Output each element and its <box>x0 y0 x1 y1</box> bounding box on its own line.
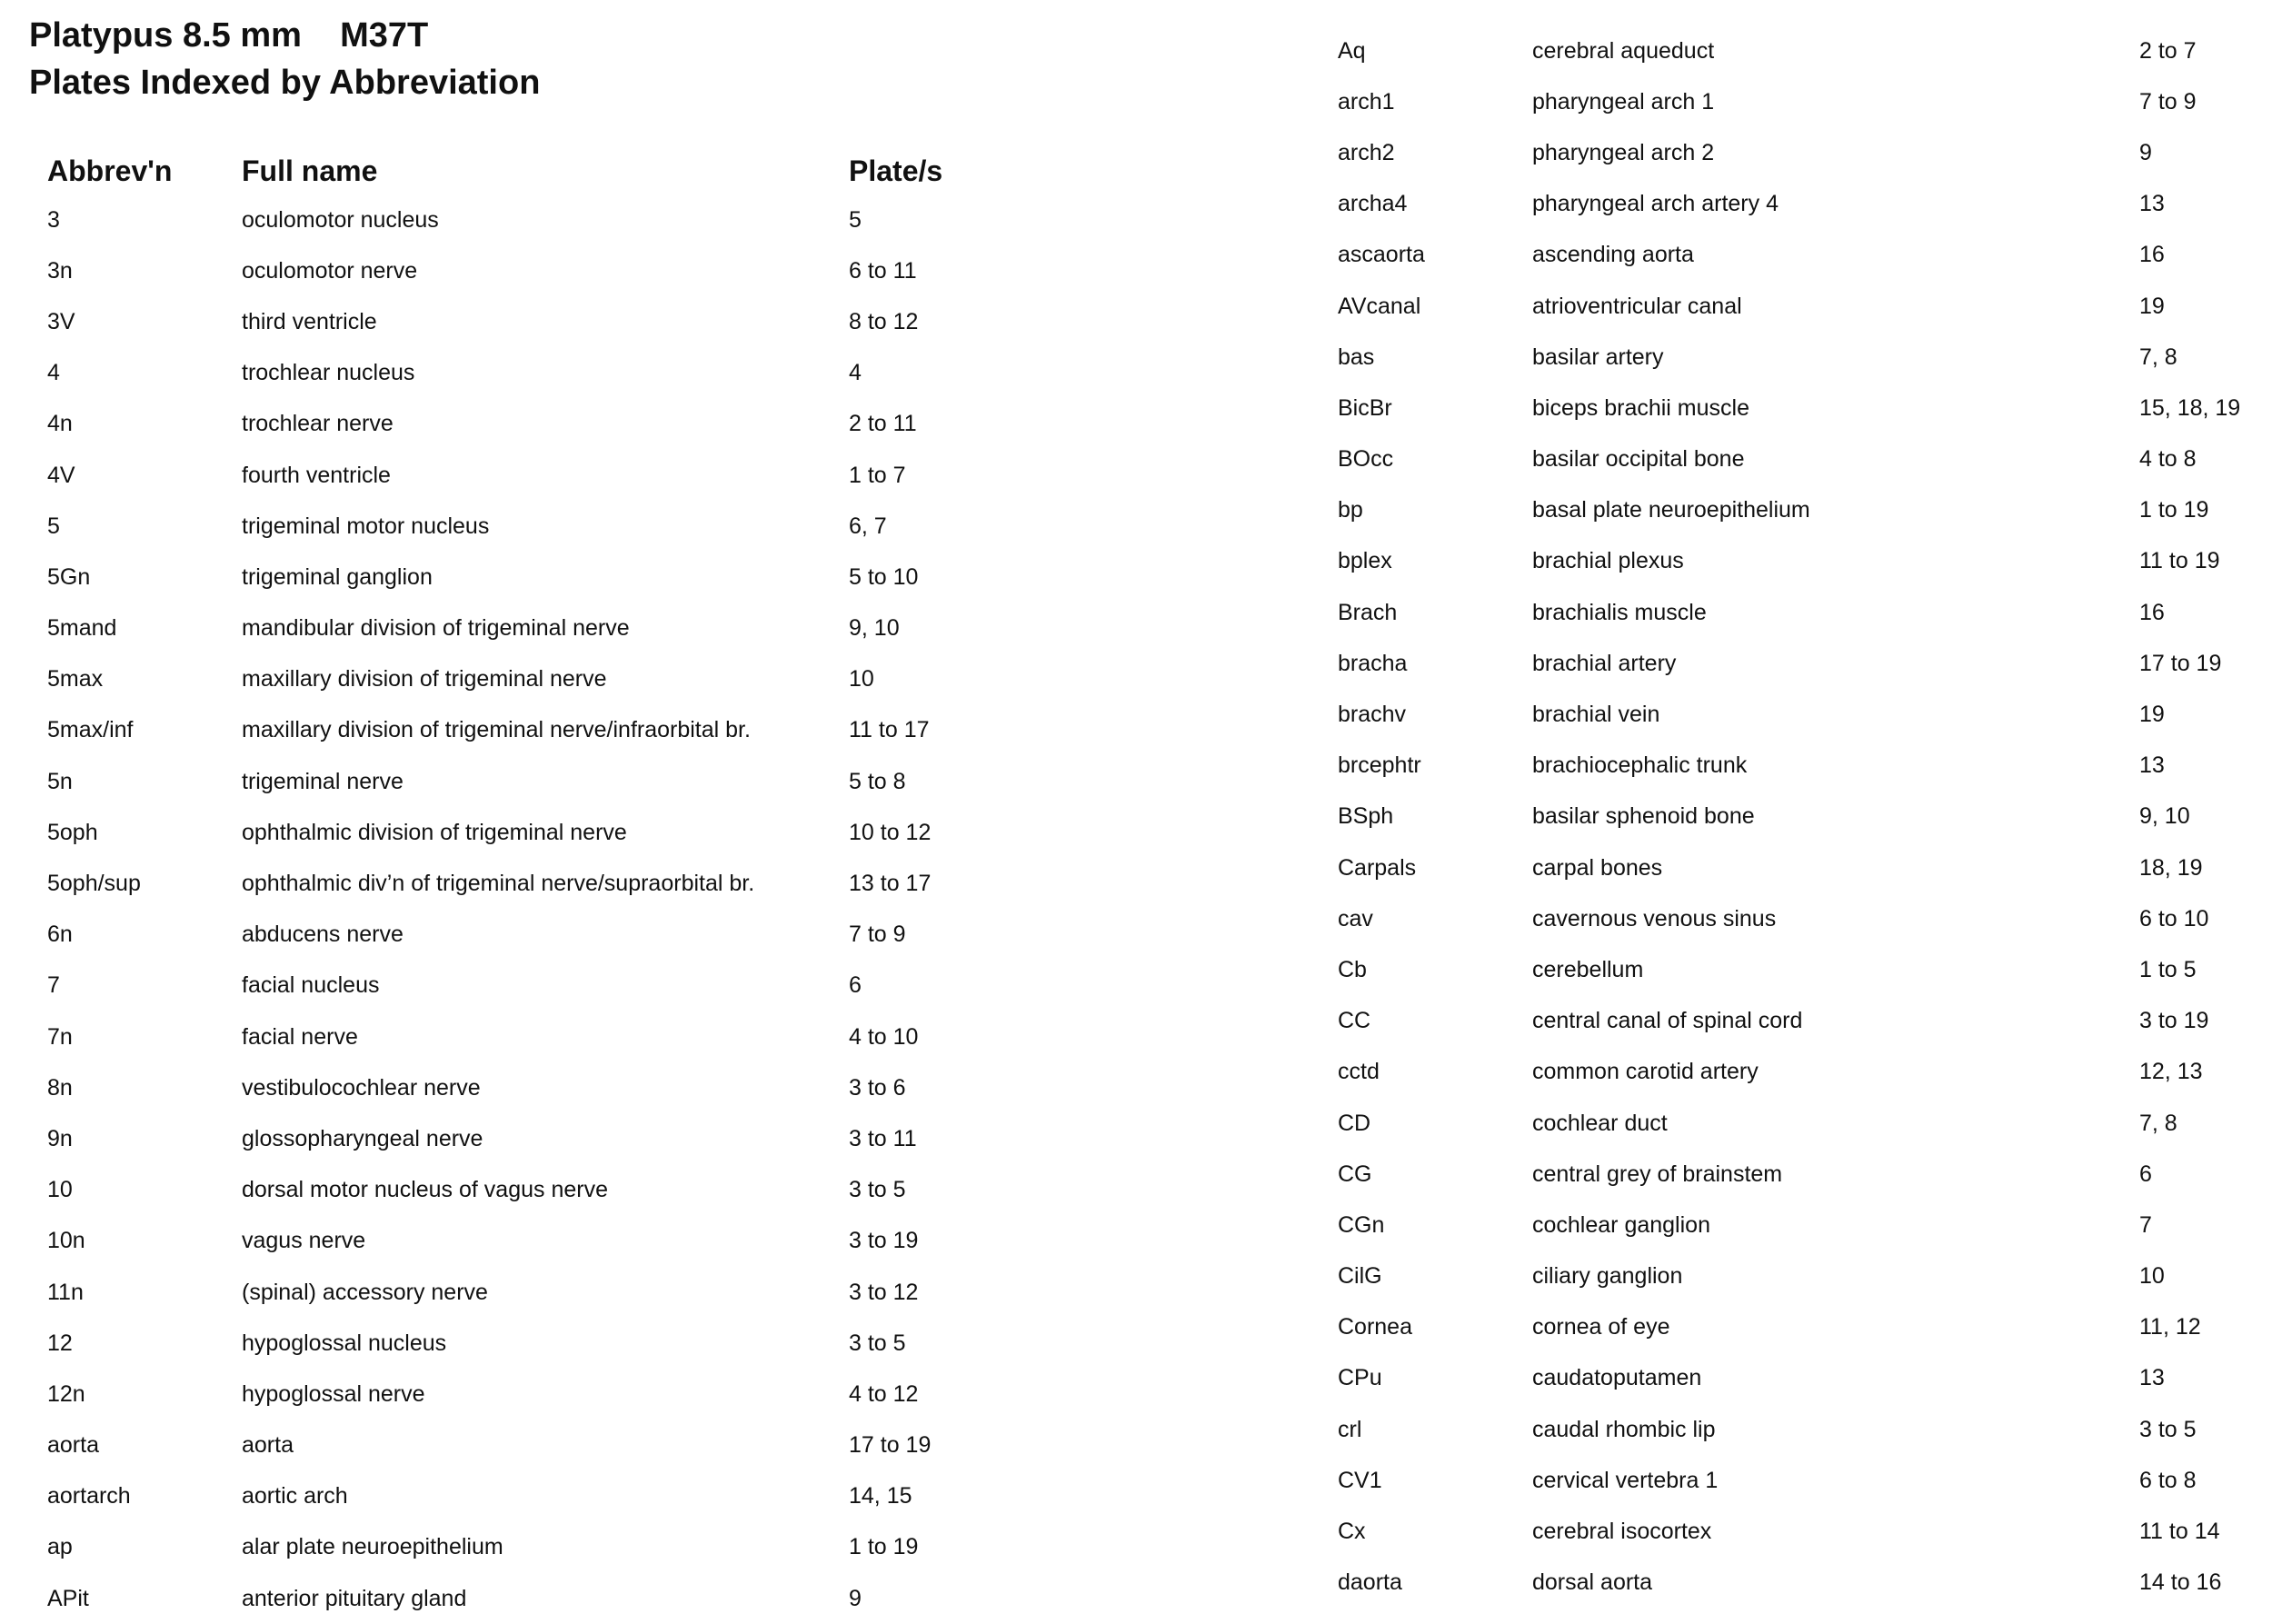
abbreviation-cell: 7 <box>47 972 60 999</box>
full-name-cell: caudal rhombic lip <box>1532 1416 1716 1442</box>
abbreviation-cell: CD <box>1338 1110 1371 1136</box>
table-row <box>1338 179 2256 230</box>
plates-cell: 11, 12 <box>2139 1314 2201 1340</box>
full-name-cell: oculomotor nerve <box>242 257 418 284</box>
full-name-cell: trigeminal nerve <box>242 768 404 794</box>
table-header <box>47 147 1320 194</box>
table-row <box>1338 1404 2256 1455</box>
plates-cell: 3 to 11 <box>849 1125 917 1151</box>
table-row <box>1338 1149 2256 1200</box>
abbreviation-cell: Carpals <box>1338 854 1417 881</box>
full-name-cell: cerebellum <box>1532 956 1644 982</box>
plates-cell: 19 <box>2139 293 2165 319</box>
header-full-name: Full name <box>242 154 378 187</box>
header-plates: Plate/s <box>849 154 943 187</box>
abbreviation-cell: archa4 <box>1338 191 1408 217</box>
full-name-cell: cochlear ganglion <box>1532 1211 1710 1238</box>
full-name-cell: oculomotor nucleus <box>242 206 439 233</box>
abbreviation-cell: CPu <box>1338 1365 1382 1391</box>
table-row <box>1338 587 2256 638</box>
abbreviation-cell: bracha <box>1338 650 1408 676</box>
full-name-cell: basilar sphenoid bone <box>1532 803 1755 830</box>
full-name-cell: pharyngeal arch artery 4 <box>1532 191 1779 217</box>
table-row <box>47 194 1320 245</box>
full-name-cell: mandibular division of trigeminal nerve <box>242 615 630 642</box>
plates-cell: 12, 13 <box>2139 1059 2203 1085</box>
full-name-cell: basilar artery <box>1532 344 1664 370</box>
plates-cell: 3 to 5 <box>849 1330 906 1356</box>
full-name-cell: brachial artery <box>1532 650 1677 676</box>
abbreviation-cell: 12 <box>47 1330 73 1356</box>
abbreviation-cell: arch1 <box>1338 88 1395 115</box>
table-row <box>47 348 1320 399</box>
full-name-cell: trigeminal ganglion <box>242 563 433 590</box>
table-row <box>1338 689 2256 740</box>
table-row <box>47 501 1320 552</box>
plates-cell: 11 to 14 <box>2139 1519 2220 1545</box>
plates-cell: 6, 7 <box>849 513 887 539</box>
table-row <box>47 1113 1320 1164</box>
full-name-cell: ophthalmic division of trigeminal nerve <box>242 819 627 845</box>
table-row <box>47 1573 1320 1624</box>
plates-cell: 9 <box>849 1585 862 1611</box>
plates-cell: 10 to 12 <box>849 819 932 845</box>
full-name-cell: basal plate neuroepithelium <box>1532 497 1810 523</box>
table-row <box>47 1522 1320 1573</box>
plates-cell: 10 <box>2139 1263 2165 1290</box>
full-name-cell: facial nucleus <box>242 972 380 999</box>
full-name-cell: third ventricle <box>242 308 377 334</box>
abbreviation-cell: 5n <box>47 768 73 794</box>
table-row <box>1338 1558 2256 1609</box>
full-name-cell: fourth ventricle <box>242 462 391 488</box>
plates-cell: 4 <box>849 360 862 386</box>
abbreviation-cell: 3V <box>47 308 75 334</box>
abbreviation-cell: BOcc <box>1338 446 1394 473</box>
table-row <box>1338 792 2256 842</box>
plates-cell: 6 <box>849 972 862 999</box>
plates-cell: 13 <box>2139 191 2165 217</box>
full-name-cell: cerebral isocortex <box>1532 1519 1712 1545</box>
table-row <box>47 1011 1320 1062</box>
abbreviation-cell: 8n <box>47 1074 73 1101</box>
table-row <box>1338 1353 2256 1404</box>
full-name-cell: central canal of spinal cord <box>1532 1008 1803 1034</box>
abbreviation-cell: arch2 <box>1338 139 1395 165</box>
plates-cell: 4 to 10 <box>849 1023 919 1050</box>
table-row <box>1338 332 2256 383</box>
full-name-cell: glossopharyngeal nerve <box>242 1125 483 1151</box>
table-row <box>1338 383 2256 433</box>
abbreviation-cell: ascaorta <box>1338 242 1425 268</box>
abbreviation-cell: 6n <box>47 922 73 948</box>
table-row <box>47 1471 1320 1522</box>
plates-cell: 6 to 11 <box>849 257 917 284</box>
full-name-cell: maxillary division of trigeminal nerve/infraorbital br. <box>242 717 751 743</box>
table-row <box>1338 1302 2256 1353</box>
full-name-cell: alar plate neuroepithelium <box>242 1534 503 1560</box>
table-row <box>1338 76 2256 127</box>
plates-cell: 10 <box>849 666 874 692</box>
table-row <box>1338 996 2256 1047</box>
full-name-cell: aorta <box>242 1432 294 1459</box>
plates-cell: 1 to 19 <box>849 1534 919 1560</box>
full-name-cell: (spinal) accessory nerve <box>242 1279 488 1305</box>
abbreviation-cell: Aq <box>1338 37 1366 64</box>
full-name-cell: pharyngeal arch 1 <box>1532 88 1715 115</box>
table-row <box>1338 1455 2256 1506</box>
table-row <box>1338 944 2256 995</box>
abbreviation-cell: 10n <box>47 1228 85 1254</box>
right-index-table <box>1338 25 2256 1609</box>
full-name-cell: vestibulocochlear nerve <box>242 1074 481 1101</box>
plates-cell: 13 to 17 <box>849 871 932 897</box>
table-row <box>1338 230 2256 281</box>
abbreviation-cell: daorta <box>1338 1569 1402 1596</box>
table-row <box>47 756 1320 807</box>
table-row <box>47 654 1320 705</box>
plates-cell: 13 <box>2139 1365 2165 1391</box>
plates-cell: 13 <box>2139 752 2165 779</box>
plates-cell: 19 <box>2139 702 2165 728</box>
full-name-cell: brachial vein <box>1532 702 1660 728</box>
abbreviation-cell: CC <box>1338 1008 1371 1034</box>
abbreviation-cell: 5mand <box>47 615 117 642</box>
abbreviation-cell: CV1 <box>1338 1467 1382 1493</box>
plates-cell: 17 to 19 <box>849 1432 932 1459</box>
full-name-cell: common carotid artery <box>1532 1059 1759 1085</box>
table-row <box>47 807 1320 858</box>
abbreviation-cell: CG <box>1338 1161 1372 1187</box>
abbreviation-cell: aortarch <box>47 1483 131 1509</box>
plates-cell: 16 <box>2139 599 2165 625</box>
abbreviation-cell: BSph <box>1338 803 1394 830</box>
document-title: Platypus 8.5 mm M37T <box>29 16 429 55</box>
full-name-cell: vagus nerve <box>242 1228 366 1254</box>
plates-cell: 7, 8 <box>2139 1110 2177 1136</box>
table-row <box>1338 485 2256 536</box>
table-row <box>1338 741 2256 792</box>
table-row <box>1338 1506 2256 1557</box>
abbreviation-cell: 5max/inf <box>47 717 134 743</box>
abbreviation-cell: 7n <box>47 1023 73 1050</box>
table-row <box>47 552 1320 603</box>
plates-cell: 1 to 7 <box>849 462 906 488</box>
table-row <box>47 705 1320 756</box>
plates-cell: 8 to 12 <box>849 308 919 334</box>
abbreviation-cell: 4 <box>47 360 60 386</box>
plates-cell: 3 to 19 <box>849 1228 919 1254</box>
plates-cell: 4 to 8 <box>2139 446 2197 473</box>
left-index-table <box>47 147 1320 1624</box>
plates-cell: 7, 8 <box>2139 344 2177 370</box>
plates-cell: 14, 15 <box>849 1483 912 1509</box>
table-row <box>47 910 1320 961</box>
plates-cell: 14 to 16 <box>2139 1569 2222 1596</box>
plates-cell: 7 to 9 <box>849 922 906 948</box>
full-name-cell: brachialis muscle <box>1532 599 1707 625</box>
plates-cell: 3 to 6 <box>849 1074 906 1101</box>
full-name-cell: central grey of brainstem <box>1532 1161 1783 1187</box>
table-row <box>1338 536 2256 587</box>
full-name-cell: cervical vertebra 1 <box>1532 1467 1719 1493</box>
table-row <box>1338 638 2256 689</box>
table-row <box>47 1318 1320 1369</box>
left-table-body <box>47 194 1320 1624</box>
plates-cell: 15, 18, 19 <box>2139 394 2241 421</box>
full-name-cell: caudatoputamen <box>1532 1365 1702 1391</box>
abbreviation-cell: 5 <box>47 513 60 539</box>
abbreviation-cell: 9n <box>47 1125 73 1151</box>
table-row <box>1338 842 2256 893</box>
plates-cell: 2 to 7 <box>2139 37 2197 64</box>
full-name-cell: dorsal aorta <box>1532 1569 1653 1596</box>
full-name-cell: hypoglossal nerve <box>242 1380 425 1407</box>
right-table-body <box>1338 25 2256 1609</box>
abbreviation-cell: bas <box>1338 344 1375 370</box>
plates-cell: 3 to 12 <box>849 1279 919 1305</box>
full-name-cell: basilar occipital bone <box>1532 446 1745 473</box>
abbreviation-cell: 3n <box>47 257 73 284</box>
table-row <box>1338 281 2256 332</box>
table-row <box>47 245 1320 296</box>
plates-cell: 18, 19 <box>2139 854 2203 881</box>
abbreviation-cell: ap <box>47 1534 73 1560</box>
abbreviation-cell: cav <box>1338 905 1373 932</box>
plates-cell: 1 to 19 <box>2139 497 2209 523</box>
abbreviation-cell: bp <box>1338 497 1363 523</box>
table-row <box>47 450 1320 501</box>
abbreviation-cell: 11n <box>47 1279 84 1305</box>
table-row <box>1338 1047 2256 1098</box>
table-row <box>47 296 1320 347</box>
plates-cell: 6 to 8 <box>2139 1467 2197 1493</box>
plates-cell: 3 to 19 <box>2139 1008 2209 1034</box>
plates-cell: 5 to 8 <box>849 768 906 794</box>
table-row <box>47 1369 1320 1420</box>
plates-cell: 5 <box>849 206 862 233</box>
table-row <box>1338 434 2256 485</box>
plates-cell: 6 <box>2139 1161 2152 1187</box>
plates-cell: 4 to 12 <box>849 1380 919 1407</box>
full-name-cell: pharyngeal arch 2 <box>1532 139 1715 165</box>
full-name-cell: cavernous venous sinus <box>1532 905 1777 932</box>
header-abbreviation: Abbrev'n <box>47 154 173 187</box>
full-name-cell: ascending aorta <box>1532 242 1694 268</box>
abbreviation-cell: cctd <box>1338 1059 1380 1085</box>
plates-cell: 1 to 5 <box>2139 956 2197 982</box>
full-name-cell: atrioventricular canal <box>1532 293 1742 319</box>
full-name-cell: cornea of eye <box>1532 1314 1670 1340</box>
abbreviation-cell: CGn <box>1338 1211 1385 1238</box>
full-name-cell: dorsal motor nucleus of vagus nerve <box>242 1177 608 1203</box>
plates-cell: 9, 10 <box>849 615 900 642</box>
abbreviation-cell: 5Gn <box>47 563 91 590</box>
plates-cell: 9 <box>2139 139 2152 165</box>
full-name-cell: trochlear nucleus <box>242 360 415 386</box>
table-row <box>47 961 1320 1011</box>
plates-cell: 7 to 9 <box>2139 88 2197 115</box>
abbreviation-cell: Cb <box>1338 956 1367 982</box>
abbreviation-cell: Brach <box>1338 599 1398 625</box>
abbreviation-cell: 4V <box>47 462 75 488</box>
full-name-cell: hypoglossal nucleus <box>242 1330 447 1356</box>
abbreviation-cell: 4n <box>47 411 73 437</box>
plates-cell: 6 to 10 <box>2139 905 2209 932</box>
abbreviation-cell: brcephtr <box>1338 752 1421 779</box>
table-row <box>1338 127 2256 178</box>
full-name-cell: brachial plexus <box>1532 548 1684 574</box>
abbreviation-cell: 12n <box>47 1380 85 1407</box>
full-name-cell: trigeminal motor nucleus <box>242 513 490 539</box>
table-row <box>47 399 1320 450</box>
abbreviation-cell: aorta <box>47 1432 99 1459</box>
full-name-cell: trochlear nerve <box>242 411 394 437</box>
full-name-cell: brachiocephalic trunk <box>1532 752 1748 779</box>
abbreviation-cell: bplex <box>1338 548 1392 574</box>
plates-cell: 11 to 19 <box>2139 548 2220 574</box>
abbreviation-cell: 10 <box>47 1177 73 1203</box>
table-row <box>1338 893 2256 944</box>
full-name-cell: cochlear duct <box>1532 1110 1668 1136</box>
document-subtitle: Plates Indexed by Abbreviation <box>29 64 541 102</box>
full-name-cell: cerebral aqueduct <box>1532 37 1715 64</box>
table-row <box>1338 25 2256 76</box>
abbreviation-cell: crl <box>1338 1416 1362 1442</box>
abbreviation-cell: APit <box>47 1585 89 1611</box>
plates-cell: 11 to 17 <box>849 717 930 743</box>
table-row <box>47 1216 1320 1267</box>
abbreviation-cell: 5max <box>47 666 104 692</box>
plates-cell: 3 to 5 <box>2139 1416 2197 1442</box>
plates-cell: 17 to 19 <box>2139 650 2222 676</box>
full-name-cell: ciliary ganglion <box>1532 1263 1683 1290</box>
full-name-cell: aortic arch <box>242 1483 348 1509</box>
table-row <box>1338 1200 2256 1250</box>
abbreviation-cell: 5oph/sup <box>47 871 141 897</box>
full-name-cell: carpal bones <box>1532 854 1663 881</box>
abbreviation-cell: BicBr <box>1338 394 1392 421</box>
abbreviation-cell: 3 <box>47 206 60 233</box>
full-name-cell: maxillary division of trigeminal nerve <box>242 666 607 692</box>
full-name-cell: abducens nerve <box>242 922 404 948</box>
abbreviation-cell: CilG <box>1338 1263 1382 1290</box>
table-row <box>47 858 1320 909</box>
full-name-cell: biceps brachii muscle <box>1532 394 1749 421</box>
plates-cell: 3 to 5 <box>849 1177 906 1203</box>
full-name-cell: ophthalmic div’n of trigeminal nerve/supraorbital br. <box>242 871 755 897</box>
table-row <box>1338 1098 2256 1149</box>
abbreviation-cell: brachv <box>1338 702 1407 728</box>
table-row <box>47 1062 1320 1113</box>
abbreviation-cell: Cx <box>1338 1519 1366 1545</box>
table-row <box>47 603 1320 654</box>
full-name-cell: anterior pituitary gland <box>242 1585 467 1611</box>
full-name-cell: facial nerve <box>242 1023 358 1050</box>
plates-cell: 9, 10 <box>2139 803 2190 830</box>
table-row <box>47 1165 1320 1216</box>
plates-cell: 7 <box>2139 1211 2152 1238</box>
abbreviation-cell: AVcanal <box>1338 293 1421 319</box>
plates-cell: 16 <box>2139 242 2165 268</box>
table-row <box>47 1267 1320 1318</box>
table-row <box>1338 1251 2256 1302</box>
abbreviation-cell: Cornea <box>1338 1314 1412 1340</box>
abbreviation-cell: 5oph <box>47 819 98 845</box>
plates-cell: 5 to 10 <box>849 563 919 590</box>
plates-cell: 2 to 11 <box>849 411 917 437</box>
table-row <box>47 1420 1320 1471</box>
